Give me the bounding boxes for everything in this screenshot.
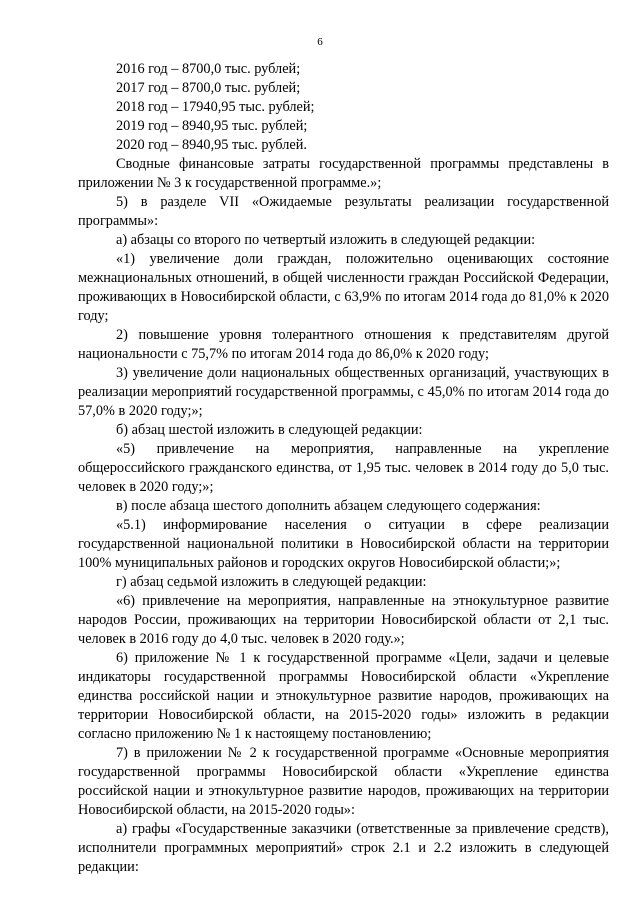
paragraph-item-5a: а) абзацы со второго по четвертый изложить в следующей редакции: [116, 232, 536, 248]
paragraph-2017-funding: 2017 год – 8700,0 тыс. рублей; [116, 80, 301, 96]
paragraph-result-2: 2) повышение уровня толерантного отношения к представителям другой национальности с 75,7% по итогам 2014 года до 86,0% к 2020 году; [78, 327, 609, 362]
paragraph-result-3: 3) увеличение доли национальных общественных организаций, участвующих в реализации мероприятий государственной программы, с 45,0% по итогам 2014 года до 57,0% в 2020 году;»; [78, 365, 609, 419]
paragraph-item-7: 7) в приложении № 2 к государственной программе «Основные мероприятия государственной программы Новосибирской области «Укрепление единства российской нации и этнокультурное развитие народов, проживающих на территории Новосибирской области, на 2015-2020 годы»: [78, 745, 609, 818]
paragraph-item-5c: в) после абзаца шестого дополнить абзацем следующего содержания: [116, 498, 541, 514]
paragraph-2019-funding: 2019 год – 8940,95 тыс. рублей; [116, 118, 308, 134]
document-body [78, 60, 609, 877]
paragraph-item-6: 6) приложение № 1 к государственной программе «Цели, задачи и целевые индикаторы государственной программы Новосибирской области «Укрепление единства российской нации и этнокультурное развитие народов, проживающих на территории Новосибирской области, на 2015-2020 годы» изложить в редакции согласно приложению № 1 к настоящему постановлению; [78, 650, 609, 742]
paragraph-item-5d: г) абзац седьмой изложить в следующей редакции: [116, 574, 427, 590]
paragraph-summary-costs: Сводные финансовые затраты государственной программы представлены в приложении № 3 к государственной программе.»; [78, 156, 609, 191]
paragraph-2018-funding: 2018 год – 17940,95 тыс. рублей; [116, 99, 315, 115]
paragraph-result-1: «1) увеличение доли граждан, положительно оценивающих состояние межнациональных отношений, в общей численности граждан Российской Федерации, проживающих в Новосибирской области, с 63,9% по итогам 2014 года до 81,0% к 2020 году; [78, 251, 609, 324]
paragraph-result-5: «5) привлечение на мероприятия, направленные на укрепление общероссийского гражданского единства, от 1,95 тыс. человек в 2014 году до 5,0 тыс. человек в 2020 году;»; [78, 441, 609, 495]
paragraph-result-5-1: «5.1) информирование населения о ситуации в сфере реализации государственной национальной политики в Новосибирской области на территории 100% муниципальных районов и городских округов Новосибирской области;»; [78, 517, 609, 571]
paragraph-result-6: «6) привлечение на мероприятия, направленные на этнокультурное развитие народов России, проживающих на территории Новосибирской области от 2,1 тыс. человек в 2016 году до 4,0 тыс. человек в 2020 году.»; [78, 593, 609, 647]
paragraph-item-5: 5) в разделе VII «Ожидаемые результаты реализации государственной программы»: [78, 194, 609, 229]
paragraph-2020-funding: 2020 год – 8940,95 тыс. рублей. [116, 137, 307, 153]
page-number: 6 [317, 36, 323, 48]
paragraph-item-5b: б) абзац шестой изложить в следующей редакции: [116, 422, 423, 438]
paragraph-2016-funding: 2016 год – 8700,0 тыс. рублей; [116, 61, 301, 77]
paragraph-item-7a: а) графы «Государственные заказчики (ответственные за привлечение средств), исполнители программных мероприятий» строк 2.1 и 2.2 изложить в следующей редакции: [78, 821, 609, 875]
